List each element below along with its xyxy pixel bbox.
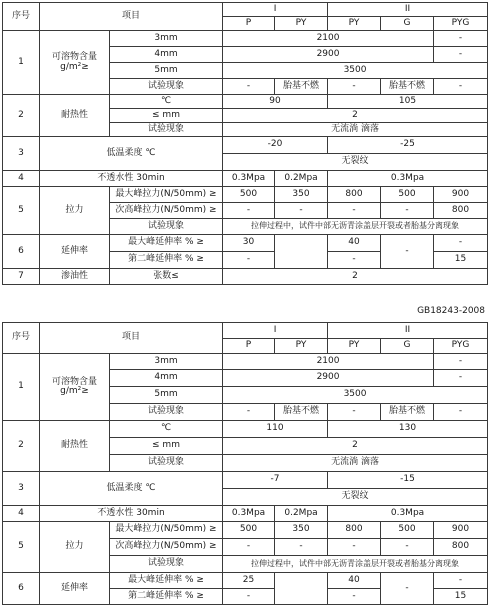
cell-value: - (223, 203, 275, 219)
row-num: 7 (3, 269, 40, 285)
sub-header-py: PY (275, 339, 328, 354)
cell-value: 拉伸过程中，试件中部无沥青涂盖层开裂或者胎基分离现象 (223, 219, 488, 235)
standard-code: GB18243-2008 (417, 306, 485, 316)
row-item-heat: 耐热性 (40, 421, 110, 472)
row-num: 6 (3, 573, 40, 605)
cell-value: 无裂纹 (223, 489, 488, 506)
row-num: 3 (3, 137, 40, 171)
sub-item-label: ℃ (110, 95, 223, 109)
sub-item-label: 张数≤ (110, 269, 223, 285)
cell-value: 胎基不燃 (381, 404, 434, 421)
sub-item-label: 3mm (110, 31, 223, 47)
row-item-elongation: 延伸率 (40, 573, 110, 605)
sub-item-label: 5mm (110, 387, 223, 404)
cell-value: - (328, 79, 381, 95)
cell-value: 0.3Mpa (328, 171, 488, 187)
cell-value: -15 (328, 472, 488, 489)
col-header-index: 序号 (3, 3, 40, 31)
cell-value: - (275, 539, 328, 556)
cell-value: - (381, 203, 434, 219)
row-num: 5 (3, 522, 40, 573)
cell-value: 2100 (223, 354, 434, 370)
group-header-II: II (328, 323, 488, 339)
cell-value: 800 (434, 539, 488, 556)
cell-value: 2 (223, 109, 488, 123)
cell-value: 0.3Mpa (223, 506, 275, 522)
cell-value: 800 (328, 522, 381, 539)
sub-item-label: 试验现象 (110, 219, 223, 235)
cell-value: 15 (434, 589, 488, 605)
row-item-tensile: 拉力 (40, 522, 110, 573)
cell-value: 500 (223, 522, 275, 539)
cell-value: - (434, 235, 488, 252)
cell-value: - (434, 47, 488, 63)
sub-header-pyg: PYG (434, 17, 488, 31)
cell-value: 无流淌 滴落 (223, 123, 488, 137)
sub-header-g: G (381, 17, 434, 31)
cell-value: 500 (381, 522, 434, 539)
sub-header-g: G (381, 339, 434, 354)
row-num: 5 (3, 187, 40, 235)
sub-item-label: 试验现象 (110, 123, 223, 137)
row-item-watertight: 不透水性 30min (40, 506, 223, 522)
sub-item-label: 最大峰拉力(N/50mm) ≥ (110, 522, 223, 539)
col-header-item: 项目 (40, 3, 223, 31)
item-line: g/m²≥ (60, 61, 89, 72)
cell-value: - (434, 31, 488, 47)
row-item-soluble (40, 354, 110, 421)
cell-value: - (223, 539, 275, 556)
cell-value: - (328, 404, 381, 421)
cell-value: 105 (328, 95, 488, 109)
sub-header-py: PY (275, 17, 328, 31)
cell-value: 胎基不燃 (381, 79, 434, 95)
cell-value: 0.3Mpa (223, 171, 275, 187)
cell-value: 25 (223, 573, 275, 589)
cell-value: - (328, 589, 381, 605)
cell-value: 无流淌 滴落 (223, 455, 488, 472)
row-num: 2 (3, 95, 40, 137)
cell-value: 2 (223, 269, 488, 285)
cell-value: 900 (434, 522, 488, 539)
sub-header-py: PY (328, 339, 381, 354)
cell-value: - (381, 235, 434, 269)
cell-value: 800 (328, 187, 381, 203)
cell-value: - (223, 79, 275, 95)
sub-item-label: 试验现象 (110, 79, 223, 95)
row-item-oil: 渗油性 (40, 269, 110, 285)
cell-value: 500 (223, 187, 275, 203)
sub-header-p: P (223, 339, 275, 354)
row-num: 4 (3, 171, 40, 187)
cell-value: - (328, 539, 381, 556)
row-item-heat: 耐热性 (40, 95, 110, 137)
group-header-II: II (328, 3, 488, 17)
row-num: 1 (3, 31, 40, 95)
sub-item-label: ≤ mm (110, 109, 223, 123)
cell-value: 40 (328, 235, 381, 252)
row-item-elongation: 延伸率 (40, 235, 110, 269)
sub-header-pyg: PYG (434, 339, 488, 354)
cell-value: 3500 (223, 387, 488, 404)
cell-value: 350 (275, 187, 328, 203)
cell-value: 130 (328, 421, 488, 438)
sub-item-label: 次高峰拉力(N/50mm) ≥ (110, 203, 223, 219)
cell-value: 500 (381, 187, 434, 203)
row-item-tensile: 拉力 (40, 187, 110, 235)
sub-item-label: 4mm (110, 370, 223, 387)
item-line: 可溶物含量 (51, 52, 97, 63)
cell-value: - (275, 203, 328, 219)
cell-value: 0.2Mpa (275, 506, 328, 522)
group-header-I: I (223, 323, 328, 339)
cell-value: 拉伸过程中，试件中部无沥青涂盖层开裂或者胎基分离现象 (223, 556, 488, 573)
sub-item-label: ≤ mm (110, 438, 223, 455)
spec-table-2 (2, 322, 488, 605)
cell-value: - (223, 252, 275, 269)
sub-item-label: 次高峰拉力(N/50mm) ≥ (110, 539, 223, 556)
cell-value: - (381, 539, 434, 556)
cell-value: 0.2Mpa (275, 171, 328, 187)
cell-value: - (223, 404, 275, 421)
row-item-lowtemp: 低温柔度 ℃ (40, 472, 223, 506)
row-num: 3 (3, 472, 40, 506)
cell-value: - (434, 573, 488, 589)
cell-value: 110 (223, 421, 328, 438)
sub-header-p: P (223, 17, 275, 31)
cell-value: - (328, 203, 381, 219)
cell-value: - (434, 370, 488, 387)
col-header-index: 序号 (3, 323, 40, 354)
sub-item-label: 试验现象 (110, 556, 223, 573)
cell-value: 2900 (223, 370, 434, 387)
cell-value: 胎基不燃 (275, 79, 328, 95)
cell-value: 2100 (223, 31, 434, 47)
sub-item-label: 5mm (110, 63, 223, 79)
cell-value: - (434, 404, 488, 421)
col-header-item: 项目 (40, 323, 223, 354)
cell-value: 3500 (223, 63, 488, 79)
cell-value: 350 (275, 522, 328, 539)
row-item-lowtemp: 低温柔度 ℃ (40, 137, 223, 171)
cell-value: 0.3Mpa (328, 506, 488, 522)
cell-value: 40 (328, 573, 381, 589)
sub-item-label: 最大峰拉力(N/50mm) ≥ (110, 187, 223, 203)
cell-value: 90 (223, 95, 328, 109)
row-item-watertight: 不透水性 30min (40, 171, 223, 187)
row-num: 6 (3, 235, 40, 269)
row-num: 2 (3, 421, 40, 472)
cell-value: 15 (434, 252, 488, 269)
sub-header-py: PY (328, 17, 381, 31)
cell-value: 胎基不燃 (275, 404, 328, 421)
cell-value: 30 (223, 235, 275, 252)
sub-item-label: 4mm (110, 47, 223, 63)
item-line: 可溶物含量 (51, 376, 97, 387)
row-item-soluble (40, 31, 110, 95)
sub-item-label: 最大峰延伸率 % ≥ (110, 573, 223, 589)
sub-item-label: 第二峰延伸率 % ≥ (110, 589, 223, 605)
cell-value: -7 (223, 472, 328, 489)
cell-value: 900 (434, 187, 488, 203)
cell-value: 无裂纹 (223, 154, 488, 171)
cell-value: - (381, 573, 434, 605)
row-num: 4 (3, 506, 40, 522)
group-header-I: I (223, 3, 328, 17)
cell-value: - (223, 589, 275, 605)
spec-table-1 (2, 2, 488, 285)
cell-value: 2900 (223, 47, 434, 63)
cell-value: - (434, 354, 488, 370)
cell-value: -20 (223, 137, 328, 154)
sub-item-label: ℃ (110, 421, 223, 438)
sub-item-label: 3mm (110, 354, 223, 370)
cell-value: -25 (328, 137, 488, 154)
item-line: g/m²≥ (60, 386, 89, 396)
sub-item-label: 试验现象 (110, 455, 223, 472)
cell-value: 2 (223, 438, 488, 455)
cell-value (275, 235, 328, 269)
sub-item-label: 最大峰延伸率 % ≥ (110, 235, 223, 252)
cell-value: - (434, 79, 488, 95)
sub-item-label: 第二峰延伸率 % ≥ (110, 252, 223, 269)
cell-value: 800 (434, 203, 488, 219)
cell-value: - (328, 252, 381, 269)
row-num: 1 (3, 354, 40, 421)
sub-item-label: 试验现象 (110, 404, 223, 421)
